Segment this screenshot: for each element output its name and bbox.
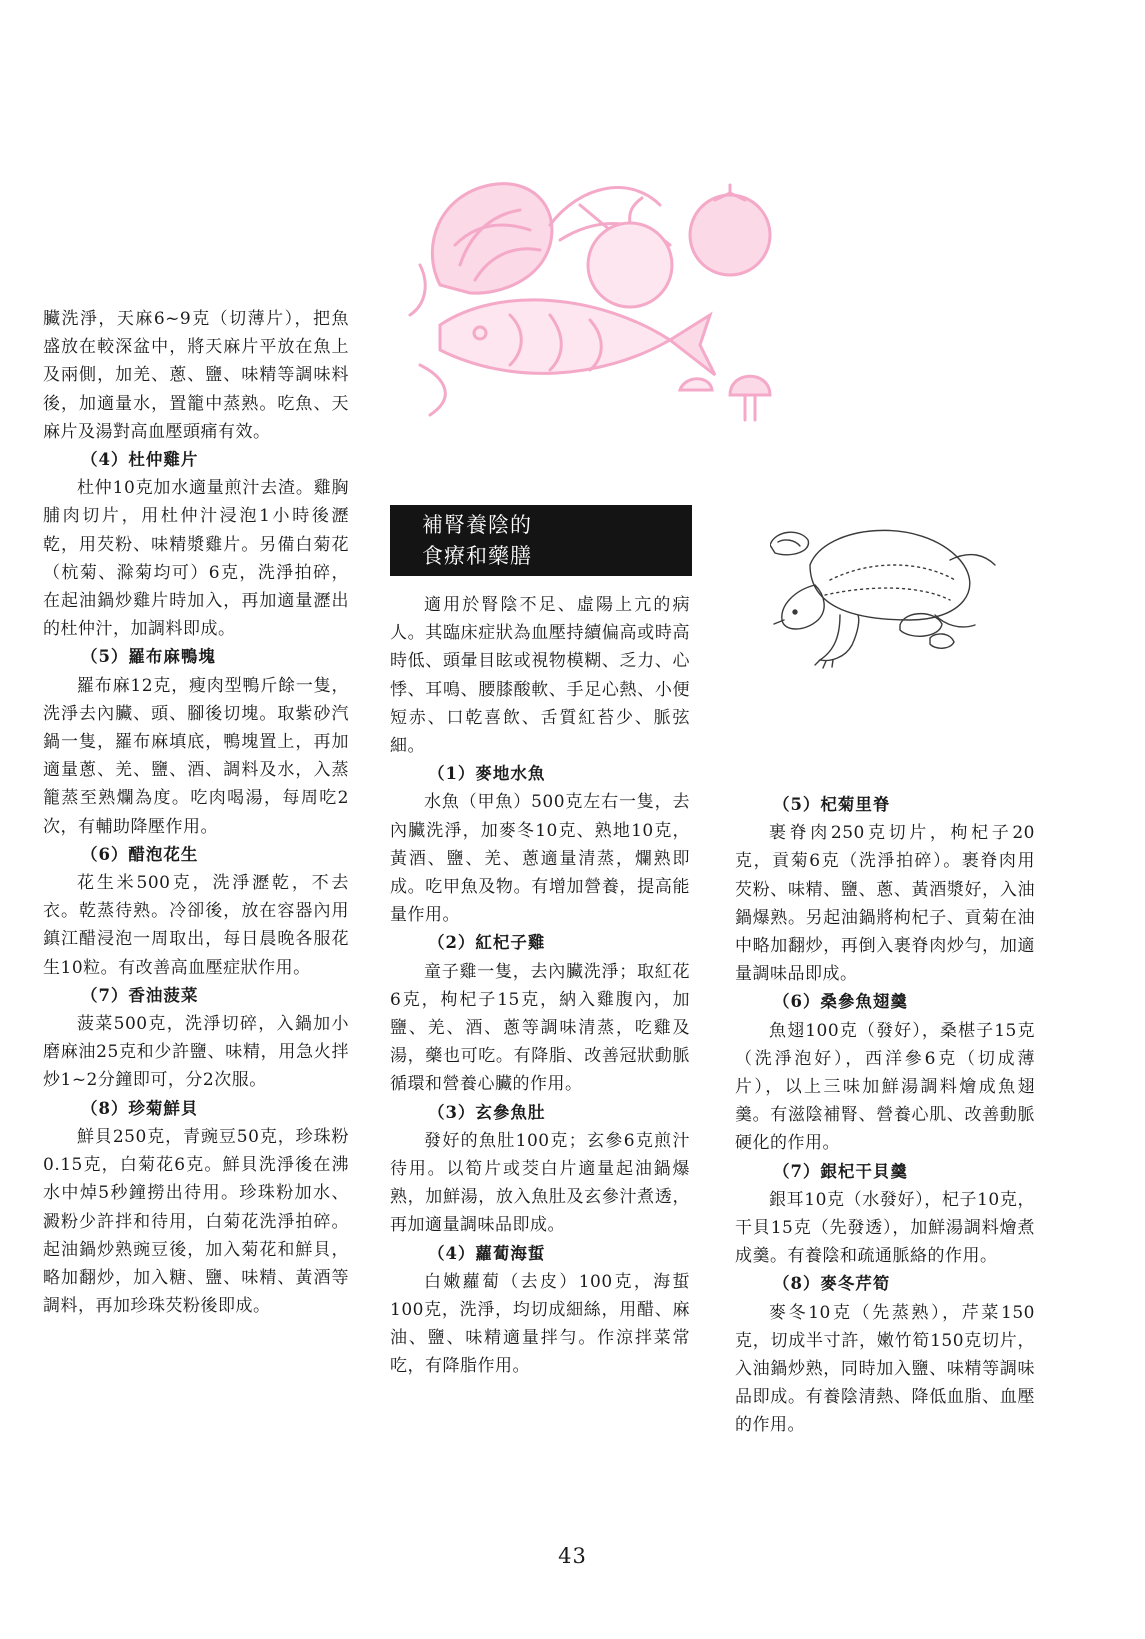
recipe-title: （2）紅杞子雞 bbox=[427, 933, 546, 953]
recipe-text: 魚翅100克（發好），桑椹子15克（洗淨泡好），西洋參6克（切成薄片），以上三味加鮮湯調料燴成魚翅羹。有滋陰補腎、營養心肌、改善動脈硬化的作用。 bbox=[735, 1020, 1035, 1154]
recipe-text: 菠菜500克，洗淨切碎，入鍋加小磨麻油25克和少許鹽、味精，用急火拌炒1~2分鐘即可，分2次服。 bbox=[43, 1014, 349, 1091]
recipe-text: 鮮貝250克，青豌豆50克，珍珠粉0.15克，白菊花6克。鮮貝洗淨後在沸水中焯5秒鐘撈出待用。珍珠粉加水、澱粉少許拌和待用，白菊花洗淨拍碎。起油鍋炒熟豌豆後，加入菊花和鮮貝，略加翻炒，加入糖、鹽、味精、黃酒等調料，再加珍珠芡粉後即成。 bbox=[43, 1126, 349, 1317]
page-number: 43 bbox=[558, 1544, 587, 1568]
recipe-title: （8）麥冬芹筍 bbox=[772, 1274, 891, 1294]
recipe-text: 裹脊肉250克切片，枸杞子20克，貢菊6克（洗淨拍碎）。裹脊肉用芡粉、味精、鹽、蔥、黃酒漿好，入油鍋爆熟。另起油鍋將枸杞子、貢菊在油中略加翻炒，再倒入裹脊肉炒勻，加適量調味品即成。 bbox=[735, 823, 1035, 985]
turtle-illustration bbox=[770, 520, 1010, 675]
recipe-text: 杜仲10克加水適量煎汁去渣。雞胸脯肉切片，用杜仲汁浸泡1小時後瀝乾，用芡粉、味精漿雞片。另備白菊花（杭菊、滁菊均可）6克，洗淨拍碎，在起油鍋炒雞片時加入，再加適量瀝出的杜仲汁，加調料即成。 bbox=[43, 478, 349, 640]
recipe-text: 發好的魚肚100克；玄參6克煎汁待用。以筍片或茭白片適量起油鍋爆熟，加鮮湯，放入魚肚及玄參汁煮透，再加適量調味品即成。 bbox=[390, 1130, 690, 1236]
recipe-text: 童子雞一隻，去內臟洗淨；取紅花6克，枸杞子15克，納入雞腹內，加鹽、羌、酒、蔥等調味清蒸，吃雞及湯，藥也可吃。有降脂、改善冠狀動脈循環和營養心臟的作用。 bbox=[390, 961, 690, 1095]
recipe-text: 花生米500克，洗淨瀝乾，不去衣。乾蒸待熟。冷卻後，放在容器內用鎮江醋浸泡一周取出，每日晨晚各服花生10粒。有改善高血壓症狀作用。 bbox=[43, 873, 349, 978]
food-illustration bbox=[400, 165, 795, 435]
section-title-banner bbox=[390, 505, 692, 576]
recipe-title: （5）杞菊里脊 bbox=[772, 795, 891, 814]
recipe-text: 白嫩蘿蔔（去皮）100克，海蜇100克，洗淨，均切成細絲，用醋、麻油、鹽、味精適量拌勻。作涼拌菜常吃，有降脂作用。 bbox=[390, 1271, 690, 1377]
recipe-text: 銀耳10克（水發好），杞子10克，干貝15克（先發透），加鮮湯調料燴煮成羹。有養陰和疏通脈絡的作用。 bbox=[735, 1189, 1035, 1267]
recipe-title: （3）玄參魚肚 bbox=[427, 1102, 546, 1122]
recipe-title: （4）杜仲雞片 bbox=[80, 450, 199, 470]
recipe-text: 水魚（甲魚）500克左右一隻，去內臟洗淨，加麥冬10克、熟地10克，黃酒、鹽、羌、蔥適量清蒸，爛熟即成。吃甲魚及物。有增加營養，提高能量作用。 bbox=[390, 792, 690, 926]
left-column bbox=[43, 305, 349, 1320]
section-title-line: 食療和藥膳 bbox=[422, 544, 532, 568]
section-title-line: 補腎養陰的 bbox=[422, 513, 532, 537]
section-intro-text: 適用於腎陰不足、虛陽上亢的病人。其臨床症狀為血壓持續偏高或時高時低、頭暈目眩或視物模糊、乏力、心悸、耳鳴、腰膝酸軟、手足心熱、小便短赤、口乾喜飲、舌質紅苔少、脈弦細。 bbox=[390, 595, 690, 757]
recipe-text: 麥冬10克（先蒸熟），芹菜150克，切成半寸許，嫩竹筍150克切片，入油鍋炒熟，同時加入鹽、味精等調味品即成。有養陰清熱、降低血脂、血壓的作用。 bbox=[735, 1302, 1035, 1436]
recipe-title: （6）桑參魚翅羹 bbox=[772, 992, 908, 1012]
recipe-title: （4）蘿蔔海蜇 bbox=[427, 1243, 546, 1263]
recipe-title: （6）醋泡花生 bbox=[80, 844, 199, 864]
recipe-title: （8）珍菊鮮貝 bbox=[80, 1098, 199, 1118]
recipe-title: （7）香油菠菜 bbox=[80, 985, 199, 1005]
recipe-title: （7）銀杞干貝羹 bbox=[772, 1161, 908, 1181]
recipe-continued-text: 臟洗淨，天麻6~9克（切薄片），把魚盛放在較深盆中，將天麻片平放在魚上及兩側，加羌、蔥、鹽、味精等調味料後，加適量水，置籠中蒸熟。吃魚、天麻片及湯對高血壓頭痛有效。 bbox=[43, 309, 349, 442]
middle-column bbox=[390, 591, 690, 1381]
recipe-title: （1）麥地水魚 bbox=[427, 764, 546, 784]
right-column bbox=[735, 791, 1035, 1440]
recipe-title: （5）羅布麻鴨塊 bbox=[80, 647, 216, 667]
recipe-text: 羅布麻12克，瘦肉型鴨斤餘一隻，洗淨去內臟、頭、腳後切塊。取紫砂汽鍋一隻，羅布麻填底，鴨塊置上，再加適量蔥、羌、鹽、酒、調料及水，入蒸籠蒸至熟爛為度。吃肉喝湯，每周吃2次，有輔助降壓作用。 bbox=[43, 675, 349, 837]
